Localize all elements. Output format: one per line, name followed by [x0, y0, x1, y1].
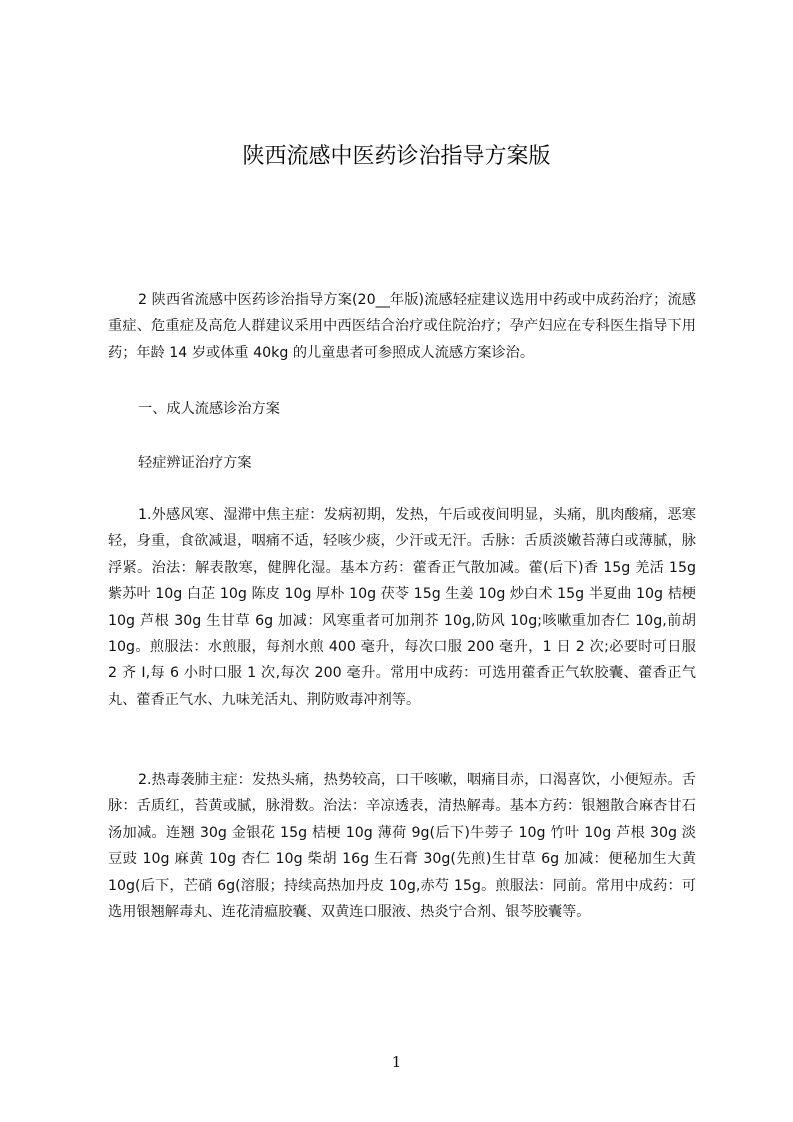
item-2-paragraph: 2.热毒袭肺主症：发热头痛，热势较高，口干咳嗽，咽痛目赤，口渴喜饮，小便短赤。舌脉：舌质红，苔黄或腻，脉滑数。治法：辛凉透表，清热解毒。基本方药：银翘散合麻杏甘石汤加减。连翘 30g 金银花 15g 桔梗 10g 薄荷 9g(后下)牛蒡子 10g 竹叶 10g 芦根 30g 淡豆豉 10g 麻黄 10g 杏仁 10g 柴胡 16g 生石膏 30g(先煎)生甘草 6g 加减：便秘加生大黄 10g(后下，芒硝 6g(溶服；持续高热加丹皮 10g,赤芍 15g。煎服法：同前。常用中成药：可选用银翘解毒丸、连花清瘟胶囊、双黄连口服液、热炎宁合剂、银芩胶囊等。 — [108, 772, 696, 921]
intro-paragraph: 2 陕西省流感中医药诊治指导方案(20__年版)流感轻症建议选用中药或中成药治疗；流感重症、危重症及高危人群建议采用中西医结合治疗或住院治疗；孕产妇应在专科医生指导下用药；年龄 14 岁或体重 40kg 的儿童患者可参照成人流感方案诊治。 — [108, 292, 696, 361]
document-title: 陕西流感中医药诊治指导方案版 — [242, 144, 551, 169]
item-1-paragraph: 1.外感风寒、湿滞中焦主症：发病初期，发热，午后或夜间明显，头痛，肌肉酸痛，恶寒轻，身重，食欲减退，咽痛不适，轻咳少痰，少汗或无汗。舌脉：舌质淡嫩苔薄白或薄腻，脉浮紧。治法：解表散寒，健脾化湿。基本方药：藿香正气散加减。藿(后下)香 15g 羌活 15g 紫苏叶 10g 白芷 10g 陈皮 10g 厚朴 10g 茯苓 15g 生姜 10g 炒白术 15g 半夏曲 10g 桔梗 10g 芦根 30g 生甘草 6g 加减：风寒重者可加荆芥 10g,防风 10g;咳嗽重加杏仁 10g,前胡 10g。煎服法：水煎服，每剂水煎 400 毫升，每次口服 200 毫升，1 日 2 次;必要时可日服 2 齐 I,每 6 小时口服 1 次,每次 200 毫升。常用中成药：可选用藿香正气软胶囊、藿香正气丸、藿香正气水、九味羌活丸、荆防败毒冲剂等。 — [108, 507, 696, 708]
subsection-heading: 轻症辨证治疗方案 — [138, 455, 252, 471]
section-heading: 一、成人流感诊治方案 — [138, 401, 280, 417]
page-number: 1 — [391, 1053, 402, 1071]
